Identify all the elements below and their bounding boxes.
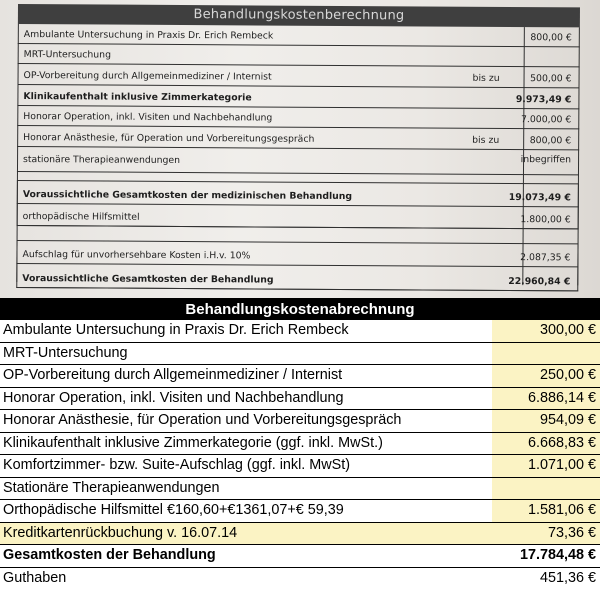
row-label: Honorar Anästhesie, für Operation und Vorbereitungsgespräch bbox=[3, 412, 402, 428]
old-row-subtotal: Voraussichtliche Gesamtkosten der medizinischen Behandlung 19.073,49 € bbox=[17, 180, 579, 207]
table-row bbox=[0, 410, 600, 433]
old-row: MRT-Untersuchung bbox=[18, 44, 580, 67]
old-row: orthopädische Hilfsmittel 1.800,00 € bbox=[17, 204, 579, 229]
old-invoice-photo bbox=[0, 0, 600, 298]
table-row bbox=[0, 343, 600, 366]
row-value: 6.668,83 € bbox=[492, 433, 600, 455]
table-row bbox=[0, 388, 600, 411]
row-label: Kreditkartenrückbuchung v. 16.07.14 bbox=[3, 524, 238, 541]
row-label: Orthopädische Hilfsmittel €160,60+€1361,07+€ 59,39 bbox=[3, 502, 344, 518]
row-label: MRT-Untersuchung bbox=[3, 344, 128, 361]
row-value: 1.581,06 € bbox=[492, 500, 600, 522]
row-value: 73,36 € bbox=[547, 524, 596, 541]
table-row bbox=[0, 433, 600, 456]
row-label: Stationäre Therapieanwendungen bbox=[3, 479, 220, 496]
row-value: 1.071,00 € bbox=[492, 455, 600, 477]
table-row-total bbox=[0, 545, 600, 568]
old-row: Klinikaufenthalt inklusive Zimmerkategorie 9.973,49 € bbox=[17, 85, 579, 109]
row-label: Guthaben bbox=[3, 569, 67, 586]
cost-table bbox=[0, 298, 600, 600]
old-row: Honorar Operation, inkl. Visiten und Nachbehandlung 7.000,00 € bbox=[17, 106, 579, 129]
row-value: 300,00 € bbox=[492, 320, 600, 342]
row-label: OP-Vorbereitung durch Allgemeinmediziner / Internist bbox=[3, 367, 343, 383]
row-label: Honorar Operation, inkl. Visiten und Nachbehandlung bbox=[3, 389, 344, 406]
row-value: 6.886,14 € bbox=[492, 388, 600, 410]
table-row bbox=[0, 500, 600, 523]
row-value bbox=[492, 478, 600, 500]
row-label: Gesamtkosten der Behandlung bbox=[3, 547, 216, 563]
table-row bbox=[0, 320, 600, 343]
old-row: OP-Vorbereitung durch Allgemeinmediziner / Internist bis zu 500,00 € bbox=[18, 64, 580, 88]
table-row bbox=[0, 455, 600, 478]
row-value: 451,36 € bbox=[492, 568, 600, 591]
row-value bbox=[492, 343, 600, 365]
old-row: stationäre Therapieanwendungen inbegriffen bbox=[17, 147, 579, 175]
row-label: Komfortzimmer- bzw. Suite-Aufschlag (ggf. inkl. MwSt) bbox=[3, 457, 351, 473]
row-value: 250,00 € bbox=[492, 365, 600, 387]
row-value: 17.784,48 € bbox=[492, 545, 600, 567]
old-row: Honorar Anästhesie, für Operation und Vorbereitungsgespräch bis zu 800,00 € bbox=[17, 126, 579, 150]
row-value: 954,09 € bbox=[492, 410, 600, 432]
old-invoice-title: Behandlungskostenberechnung bbox=[18, 4, 580, 27]
old-row-total: Voraussichtliche Gesamtkosten der Behandlung 22.960,84 € bbox=[16, 264, 578, 291]
old-row: Aufschlag für unvorhersehbare Kosten i.H.v. 10% 2.087,35 € bbox=[16, 240, 578, 267]
row-label: Klinikaufenthalt inklusive Zimmerkategorie (ggf. inkl. MwSt.) bbox=[3, 434, 383, 451]
old-row: Ambulante Untersuchung in Praxis Dr. Erich Rembeck 800,00 € bbox=[18, 24, 580, 47]
table-row-credit bbox=[0, 568, 600, 591]
old-invoice-frame bbox=[16, 4, 580, 295]
table-row bbox=[0, 478, 600, 501]
table-row-refund bbox=[0, 523, 600, 546]
table-row bbox=[0, 365, 600, 388]
row-label: Ambulante Untersuchung in Praxis Dr. Erich Rembeck bbox=[3, 322, 349, 338]
cost-table-title: Behandlungskostenabrechnung bbox=[0, 298, 600, 320]
